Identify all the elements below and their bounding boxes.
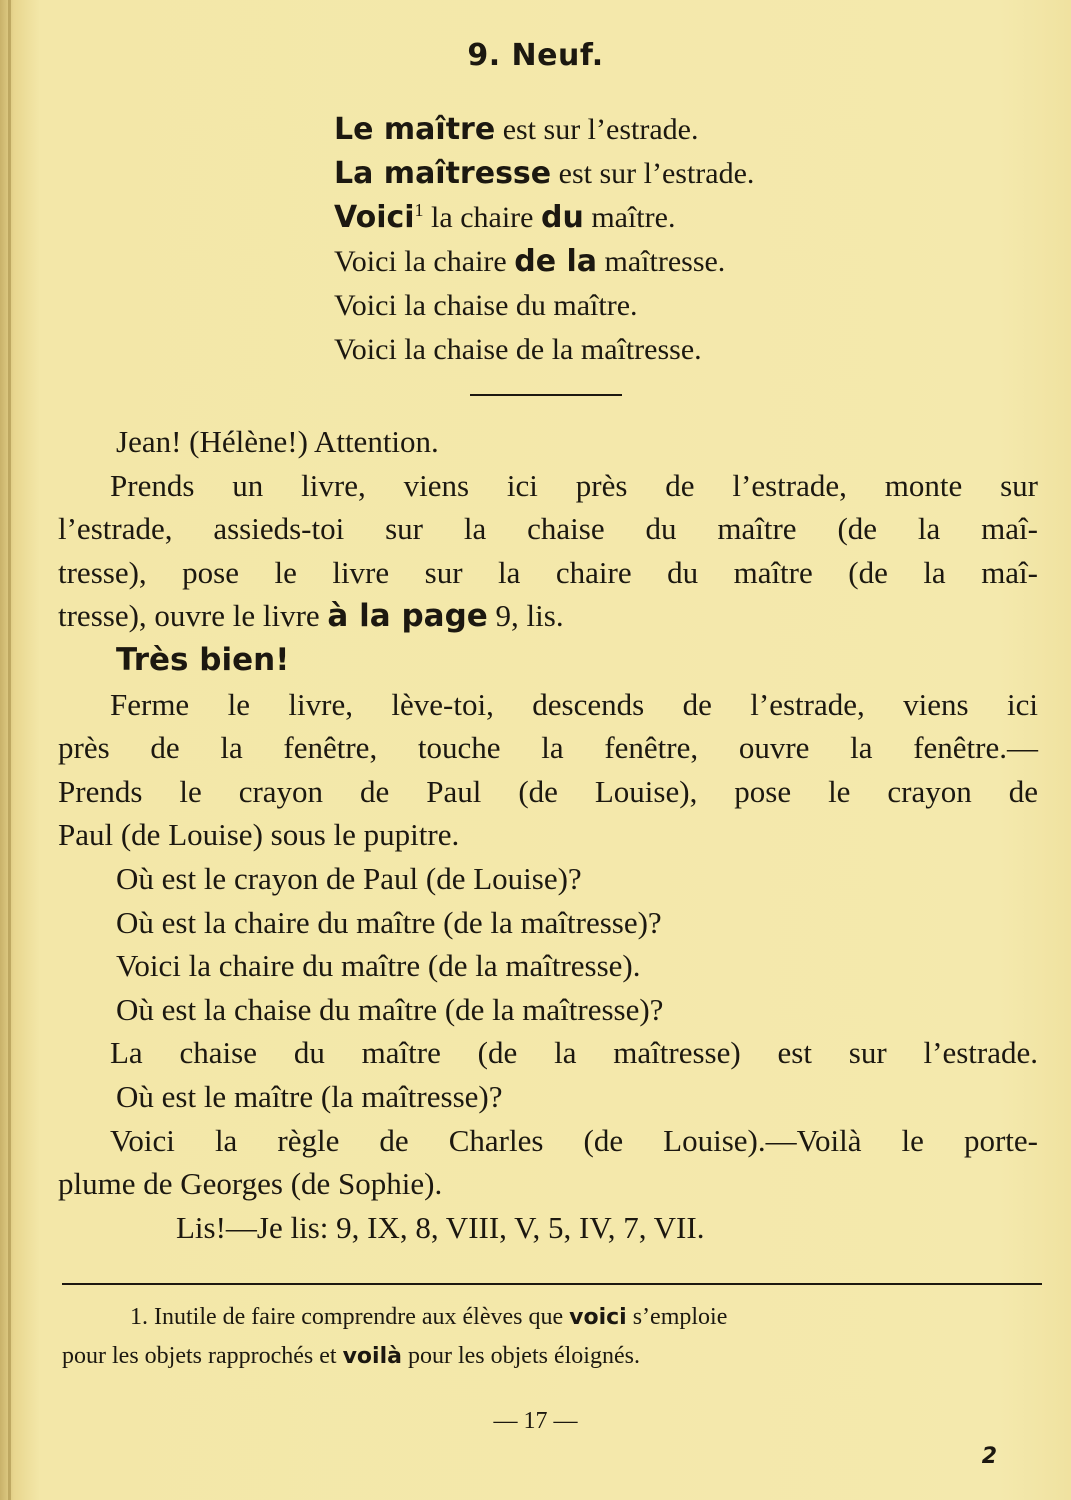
stanza-line-5: Voici la chaise du maître.	[334, 289, 638, 322]
intro-stanza	[334, 108, 754, 372]
body-line: Paul (de Louise) sous le pupitre.	[58, 817, 460, 853]
stanza-line-4: Voici la chaire de la maîtresse.	[334, 244, 726, 279]
page-number: — 17 —	[493, 1408, 578, 1434]
body-line: Prends un livre, viens ici près de l’estrade, monte sur	[110, 467, 1038, 503]
body-line: Voici la règle de Charles (de Louise).—Voilà le porte-	[110, 1122, 1038, 1158]
body-line: l’estrade, assieds-toi sur la chaise du maître (de la maî-	[58, 511, 1038, 547]
reading-line: Lis!—Je lis: 9, IX, 8, VIII, V, 5, IV, 7, VII.	[176, 1209, 705, 1245]
body-line: tresse), pose le livre sur la chaire du maître (de la maî-	[58, 554, 1038, 590]
body-line: Prends le crayon de Paul (de Louise), pose le crayon de	[58, 773, 1038, 809]
footnote	[62, 1298, 1042, 1376]
body-line: Jean! (Hélène!) Attention.	[116, 424, 439, 459]
page-title: 9. Neuf.	[467, 38, 604, 73]
stanza-line-6: Voici la chaise de la maîtresse.	[334, 333, 702, 366]
question-line: Où est le maître (la maîtresse)?	[116, 1078, 503, 1114]
body-line-bold: Très bien!	[116, 641, 290, 678]
stanza-line-2: La maîtresse est sur l’estrade.	[334, 156, 755, 191]
exercise-body	[58, 420, 1038, 1249]
section-divider	[470, 394, 622, 396]
question-line: Où est le crayon de Paul (de Louise)?	[116, 860, 582, 896]
footnote-divider	[62, 1283, 1042, 1285]
footnote-marker: 1	[414, 200, 424, 220]
stanza-line-1: Le maître est sur l’estrade.	[334, 112, 699, 147]
body-line: Ferme le livre, lève-toi, descends de l’estrade, viens ici	[110, 686, 1038, 722]
answer-line: La chaise du maître (de la maîtresse) est sur l’estrade.	[110, 1035, 1038, 1071]
question-line: Où est la chaire du maître (de la maîtresse)?	[116, 904, 662, 940]
binding-edge	[8, 0, 11, 1500]
body-line: tresse), ouvre le livre à la page 9, lis.	[58, 598, 564, 635]
body-line: plume de Georges (de Sophie).	[58, 1166, 443, 1202]
signature-mark: 2	[981, 1444, 997, 1469]
body-line: près de la fenêtre, touche la fenêtre, ouvre la fenêtre.—	[58, 730, 1038, 766]
stanza-line-3: Voici$^1$ la chaire du maître.	[334, 200, 676, 235]
question-line: Où est la chaise du maître (de la maîtresse)?	[116, 991, 664, 1027]
footnote-line-1: 1. Inutile de faire comprendre aux élèves que voici s’emploie	[130, 1304, 728, 1330]
footnote-line-2: pour les objets rapprochés et voilà pour les objets éloignés.	[62, 1343, 640, 1369]
answer-line: Voici la chaire du maître (de la maîtresse).	[116, 948, 641, 984]
